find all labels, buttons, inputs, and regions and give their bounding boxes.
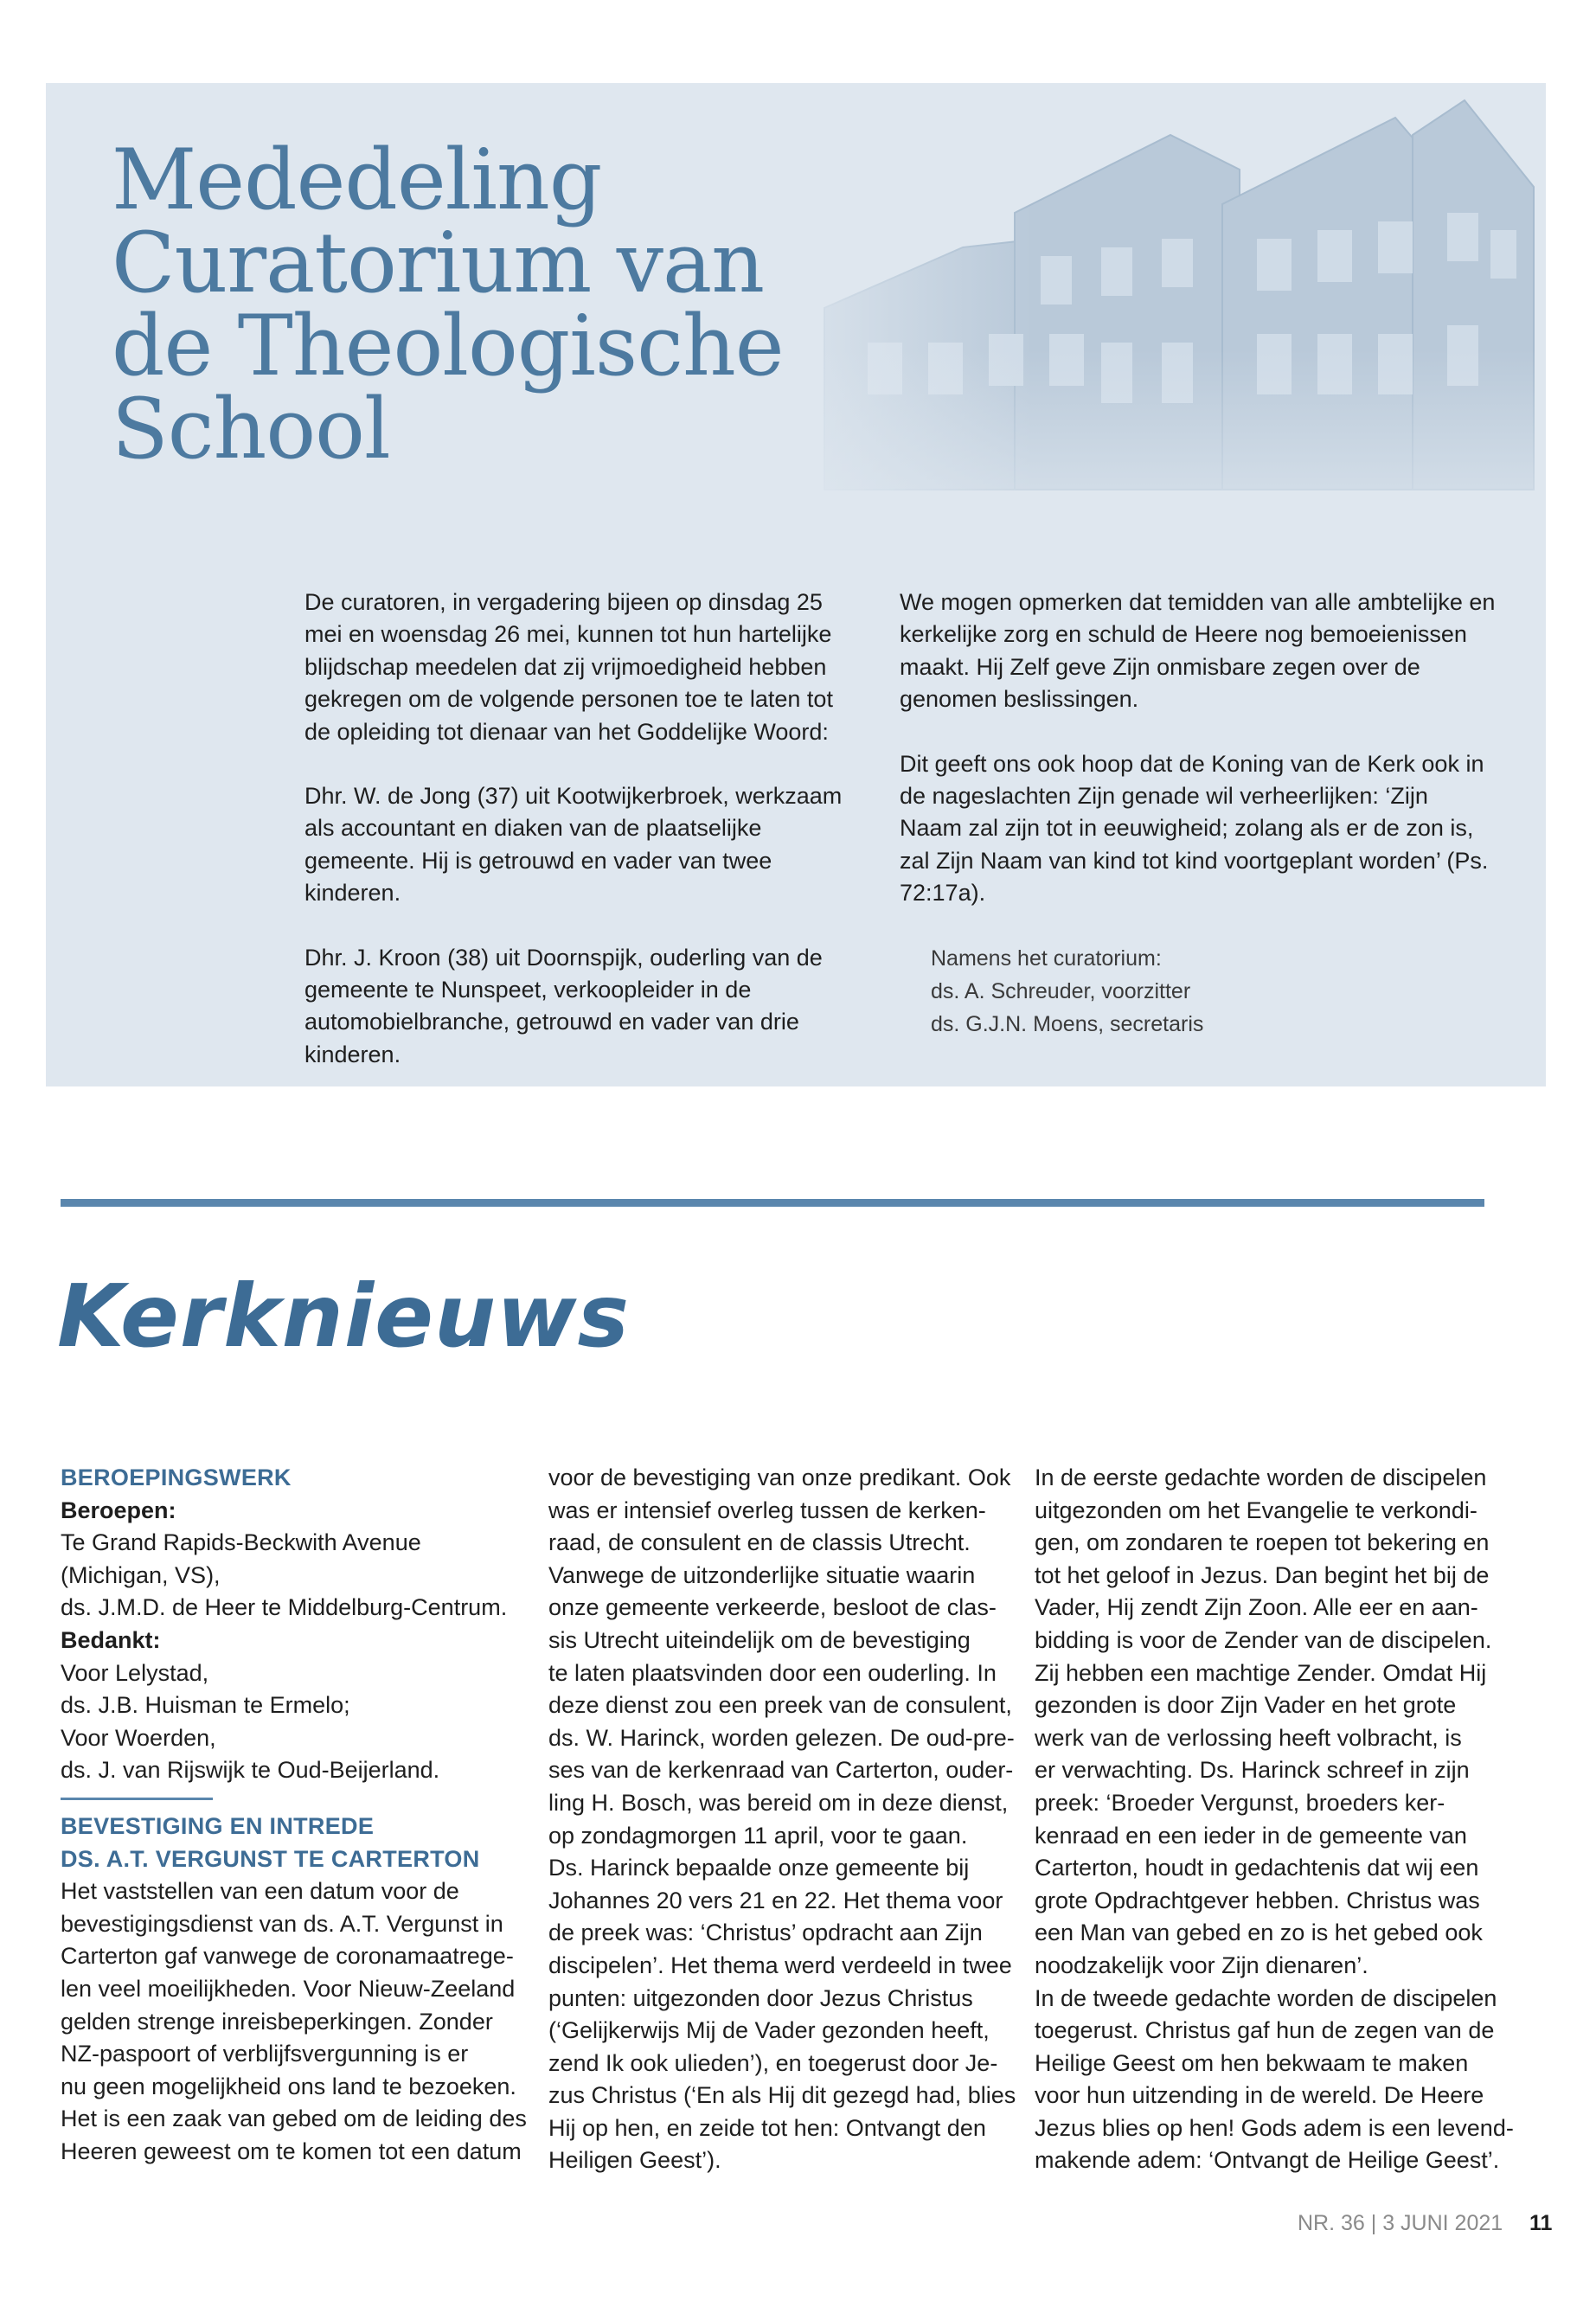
text-line: deze dienst zou een preek van de consulent, (548, 1692, 1012, 1719)
text-line: In de eerste gedachte worden de discipelen (1035, 1465, 1487, 1490)
issue-info: NR. 36 | 3 JUNI 2021 (1298, 2211, 1503, 2235)
text-line: Voor Lelystad, (61, 1659, 209, 1686)
text-line: bevestigingsdienst van ds. A.T. Vergunst in (61, 1910, 503, 1937)
text-line: raad, de consulent en de classis Utrecht. (548, 1529, 971, 1556)
text-line: te laten plaatsvinden door een ouderling. In (548, 1659, 997, 1686)
text-line: onze gemeente verkeerde, besloot de clas- (548, 1594, 997, 1621)
text-line: NZ-paspoort of verblijfsvergunning is er (61, 2041, 469, 2067)
text-line: punten: uitgezonden door Jezus Christus (548, 1984, 973, 2011)
text-line: Heilige Geest om hen bekwaam te maken (1035, 2049, 1469, 2076)
section-divider (61, 1199, 1484, 1207)
kerknieuws-title: Kerknieuws (57, 1266, 631, 1367)
paragraph: Dhr. J. Kroon (38) uit Doornspijk, ouderling van de gemeente te Nunspeet, verkoopleider in de automobielbranche, getrouwd en vader van drie kinderen. (304, 944, 823, 1067)
text-line: ling H. Bosch, was bereid om in deze dienst, (548, 1789, 1009, 1816)
text-line: bidding is voor de Zender van de discipelen. (1035, 1626, 1492, 1653)
signoff-line: ds. G.J.N. Moens, secretaris (931, 1011, 1204, 1036)
text-line: Ds. Harinck bepaalde onze gemeente bij (548, 1855, 970, 1881)
page-number: 11 (1529, 2211, 1553, 2235)
text-line: Vader, Hij zendt Zijn Zoon. Alle eer en aan- (1035, 1594, 1478, 1621)
text-line: Jezus blies op hen! Gods adem is een levend- (1035, 2114, 1514, 2141)
text-line: er verwachting. Ds. Harinck schreef in zijn (1035, 1757, 1470, 1784)
kerknieuws-column-3 (1035, 1462, 1514, 2177)
text-line: preek: ‘Broeder Vergunst, broeders ker- (1035, 1789, 1445, 1816)
text-line: discipelen’. Het thema werd verdeeld in twee (548, 1952, 1012, 1978)
text-line: len veel moeilijkheden. Voor Nieuw-Zeeland (61, 1975, 516, 2002)
title-line: de Theologische (112, 298, 784, 394)
text-line: Carterton, houdt in gedachtenis dat wij een (1035, 1855, 1479, 1881)
text-line: toegerust. Christus gaf hun de zegen van de (1035, 2017, 1495, 2044)
announcement-left-column (304, 586, 858, 1086)
text-line: Heiligen Geest’). (548, 2147, 721, 2174)
text-line: (‘Gelijkerwijs Mij de Vader gezonden heeft, (548, 2017, 990, 2044)
text-line: uitgezonden om het Evangelie te verkondi- (1035, 1497, 1477, 1523)
text-line: voor de bevestiging van onze predikant. Ook (548, 1465, 1011, 1490)
text-line: gen, om zondaren te roepen tot bekering en (1035, 1529, 1490, 1556)
announcement-right-column (900, 586, 1497, 1041)
text-line: kenraad en een ieder in de gemeente van (1035, 1822, 1467, 1849)
text-line: ds. W. Harinck, worden gelezen. De oud-pre- (548, 1724, 1015, 1751)
text-line: grote Opdrachtgever hebben. Christus was (1035, 1887, 1480, 1913)
text-line: Zij hebben een machtige Zender. Omdat Hij (1035, 1659, 1487, 1686)
short-divider (61, 1798, 213, 1800)
text-line: Het is een zaak van gebed om de leiding des (61, 2106, 527, 2132)
text-line: gelden strenge inreisbeperkingen. Zonder (61, 2008, 493, 2035)
text-line: zend Ik ook ulieden’), en toegerust door Je- (548, 2049, 998, 2076)
page-footer (1298, 2211, 1553, 2236)
signoff-line: ds. A. Schreuder, voorzitter (931, 978, 1191, 1003)
text-line: een Man van gebed en zo is het gebed ook (1035, 1920, 1483, 1946)
text-line: ses van de kerkenraad van Carterton, ouder- (548, 1757, 1014, 1784)
text-line: noodzakelijk voor Zijn dienaren’. (1035, 1952, 1368, 1978)
text-line: gezonden is door Zijn Vader en het grote (1035, 1692, 1457, 1719)
text-line: Hij op hen, en zeide tot hen: Ontvangt den (548, 2114, 986, 2141)
curatorium-announcement (46, 83, 1546, 1086)
text-line: ds. J.B. Huisman te Ermelo; (61, 1692, 350, 1719)
section-heading-bevestiging: BEVESTIGING EN INTREDE (61, 1812, 375, 1839)
text-line: In de tweede gedachte worden de discipelen (1035, 1984, 1497, 2011)
text-line: Voor Woerden, (61, 1724, 216, 1751)
paragraph: De curatoren, in vergadering bijeen op dinsdag 25 mei en woensdag 26 mei, kunnen tot hun hartelijke blijdschap meedelen dat zij vrijmoedigheid hebben gekregen om de volgende personen toe te laten tot de opleiding tot dienaar van het Goddelijke Woord: (304, 589, 833, 745)
text-line: Het vaststellen van een datum voor de (61, 1878, 459, 1905)
title-line: School (112, 381, 390, 478)
signoff (931, 942, 1497, 1041)
text-line: was er intensief overleg tussen de kerken- (548, 1497, 986, 1523)
paragraph: We mogen opmerken dat temidden van alle ambtelijke en kerkelijke zorg en schuld de Heere nog bemoeienissen maakt. Hij Zelf geve Zijn onmisbare zegen over de genomen beslissingen. (900, 589, 1496, 713)
text-line: Te Grand Rapids-Beckwith Avenue (61, 1529, 421, 1556)
text-line: Johannes 20 vers 21 en 22. Het thema voor (548, 1887, 1003, 1913)
text-line: ds. J.M.D. de Heer te Middelburg-Centrum. (61, 1594, 508, 1621)
text-line: zus Christus (‘En als Hij dit gezegd had, blies (548, 2082, 1016, 2109)
paragraph: Dhr. W. de Jong (37) uit Kootwijkerbroek, werkzaam als accountant en diaken van de plaatselijke gemeente. Hij is getrouwd en vader van twee kinderen. (304, 783, 843, 907)
title-line: Mededeling (112, 131, 602, 228)
text-line: nu geen mogelijkheid ons land te bezoeken. (61, 2073, 516, 2099)
kerknieuws-column-1 (61, 1462, 528, 2168)
text-line: Vanwege de uitzonderlijke situatie waarin (548, 1561, 976, 1588)
kerknieuws-column-2 (548, 1462, 1016, 2177)
text-line: (Michigan, VS), (61, 1561, 221, 1588)
text-line: ds. J. van Rijswijk te Oud-Beijerland. (61, 1757, 440, 1784)
text-line: op zondagmorgen 11 april, voor te gaan. (548, 1822, 968, 1849)
announcement-title (112, 131, 784, 478)
text-line: voor hun uitzending in de wereld. De Heere (1035, 2082, 1484, 2109)
school-building-illustration (755, 83, 1546, 567)
bedankt-label: Bedankt: (61, 1626, 161, 1653)
title-line: Curatorium van (112, 215, 765, 311)
text-line: sis Utrecht uiteindelijk om de bevestiging (548, 1626, 971, 1653)
section-heading-bevestiging: DS. A.T. VERGUNST TE CARTERTON (61, 1845, 480, 1872)
signoff-line: Namens het curatorium: (931, 945, 1162, 971)
text-line: Carterton gaf vanwege de coronamaatrege- (61, 1943, 514, 1970)
section-heading-beroepingswerk: BEROEPINGSWERK (61, 1465, 292, 1490)
text-line: makende adem: ‘Ontvangt de Heilige Geest’. (1035, 2147, 1500, 2174)
beroepen-label: Beroepen: (61, 1497, 176, 1523)
paragraph: Dit geeft ons ook hoop dat de Koning van de Kerk ook in de nageslachten Zijn genade wil verheerlijken: ‘Zijn Naam zal zijn tot in eeuwigheid; zolang als er de zon is, zal Zijn Naam van kind tot kind voortgeplant worden’ (Ps. 72:17a). (900, 750, 1489, 907)
text-line: de preek was: ‘Christus’ opdracht aan Zijn (548, 1920, 983, 1946)
text-line: werk van de verlossing heeft volbracht, is (1035, 1724, 1462, 1751)
text-line: Heeren geweest om te komen tot een datum (61, 2138, 522, 2164)
text-line: tot het geloof in Jezus. Dan begint het bij de (1035, 1561, 1490, 1588)
